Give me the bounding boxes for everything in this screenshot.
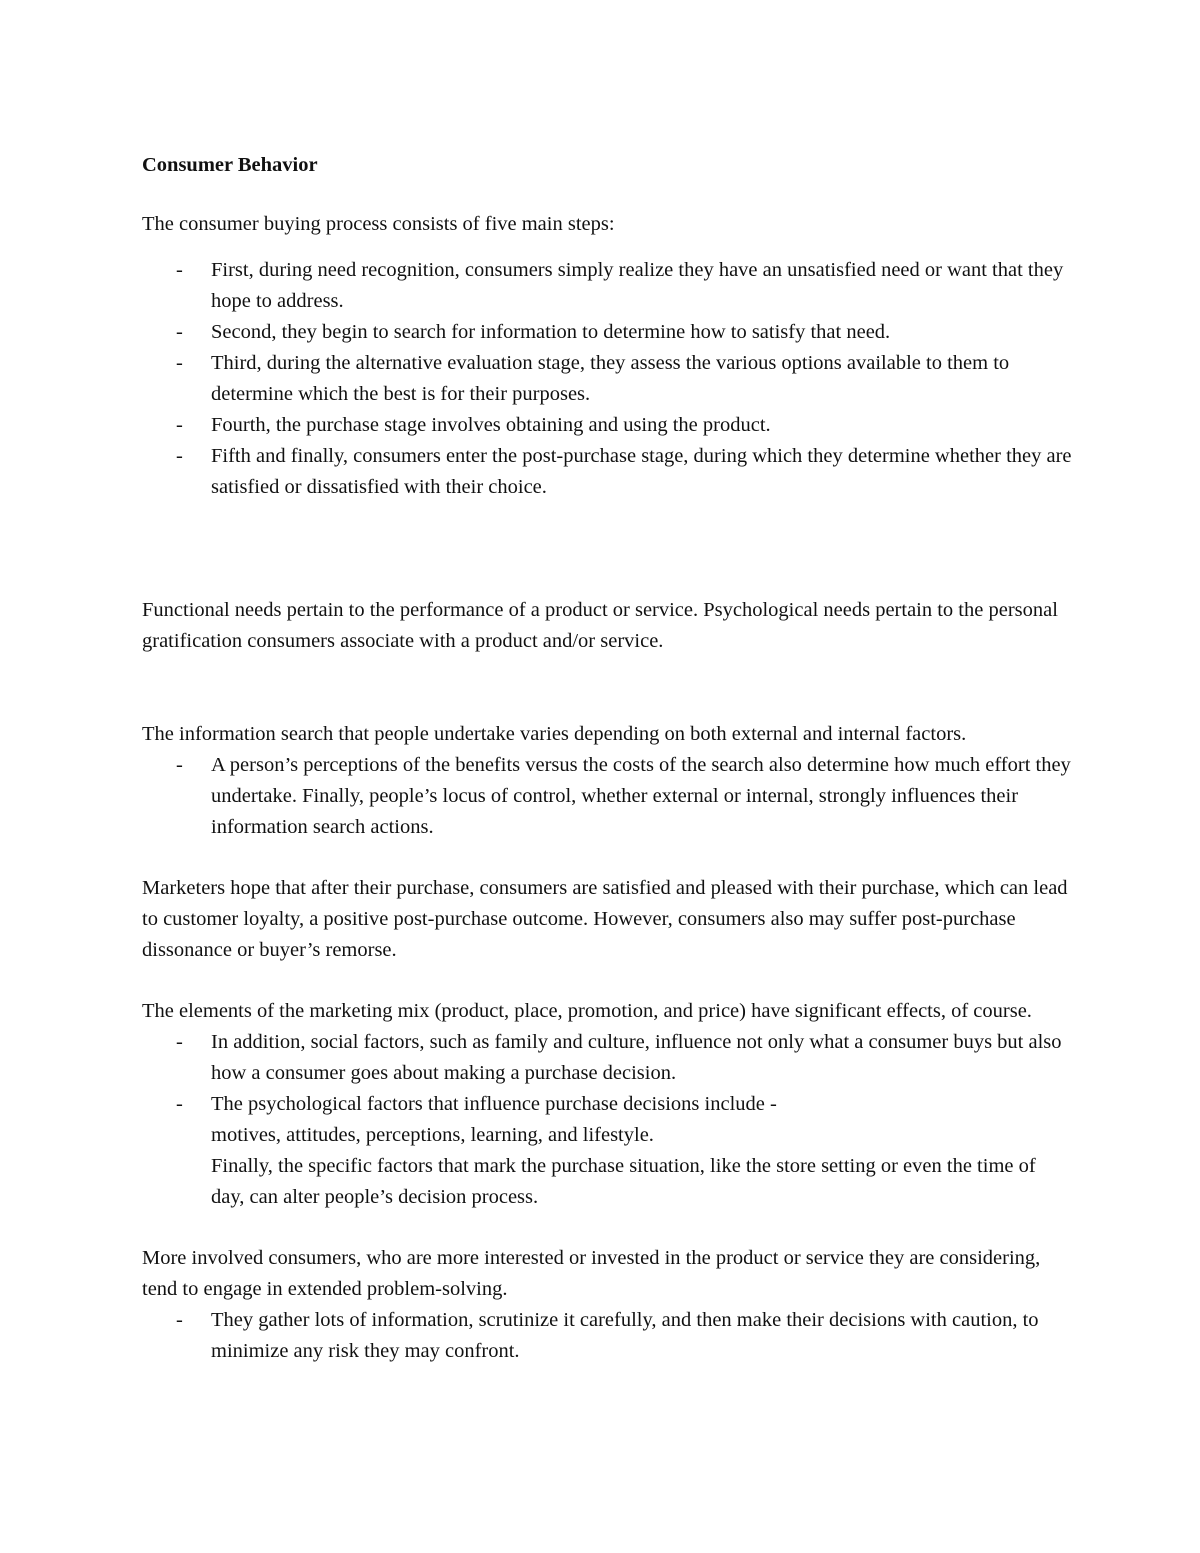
dash-marker: - (176, 1309, 183, 1331)
list-item (142, 348, 1072, 410)
list-item-text: In addition, social factors, such as family and culture, influence not only what a consumer buys but also how a consumer goes about making a purchase decision. (211, 1031, 1062, 1084)
steps-list (142, 255, 1072, 503)
dash-marker: - (176, 445, 183, 467)
list-item-text: Fifth and finally, consumers enter the post-purchase stage, during which they determine whether they are satisfied or dissatisfied with their choice. (211, 445, 1072, 498)
involved-consumers-list (142, 1305, 1072, 1367)
list-item-text: Finally, the specific factors that mark the purchase situation, like the store setting or even the time of day, can alter people’s decision process. (211, 1155, 1036, 1208)
list-item-text: Third, during the alternative evaluation stage, they assess the various options available to them to determine which the best is for their purposes. (211, 352, 1010, 405)
list-item-text: motives, attitudes, perceptions, learning, and lifestyle. (211, 1124, 654, 1146)
list-item-text: They gather lots of information, scrutinize it carefully, and then make their decisions with caution, to minimize any risk they may confront. (211, 1309, 1039, 1362)
spacer (142, 843, 1072, 873)
involved-consumers-paragraph: More involved consumers, who are more interested or invested in the product or service they are considering, tend to engage in extended problem-solving. (142, 1247, 1041, 1300)
spacer (142, 657, 1072, 719)
dash-marker: - (176, 259, 183, 281)
document-page (142, 150, 1072, 1367)
list-item-continuation (142, 1120, 1072, 1151)
spacer (142, 503, 1072, 565)
list-item (142, 317, 1072, 348)
list-item-text: Fourth, the purchase stage involves obtaining and using the product. (211, 414, 771, 436)
list-item-continuation (142, 1151, 1072, 1213)
list-item (142, 255, 1072, 317)
dash-marker: - (176, 1031, 183, 1053)
spacer (142, 565, 1072, 595)
marketing-mix-paragraph: The elements of the marketing mix (product, place, promotion, and price) have significant effects, of course. (142, 1000, 1032, 1022)
needs-paragraph: Functional needs pertain to the performance of a product or service. Psychological needs pertain to the personal gratification consumers associate with a product and/or service. (142, 599, 1058, 652)
search-list (142, 750, 1072, 843)
dash-marker: - (176, 754, 183, 776)
list-item (142, 441, 1072, 503)
spacer (142, 240, 1072, 255)
marketers-paragraph: Marketers hope that after their purchase, consumers are satisfied and pleased with their purchase, which can lead to customer loyalty, a positive post-purchase outcome. However, consumers also may suffer post-purchase dissonance or buyer’s remorse. (142, 877, 1068, 961)
list-item-text: The psychological factors that influence purchase decisions include - (211, 1093, 777, 1115)
list-item (142, 1089, 1072, 1120)
list-item (142, 1305, 1072, 1367)
dash-marker: - (176, 1093, 183, 1115)
intro-paragraph: The consumer buying process consists of five main steps: (142, 213, 615, 235)
spacer (142, 966, 1072, 996)
list-item-text: A person’s perceptions of the benefits versus the costs of the search also determine how much effort they undertake. Finally, people’s locus of control, whether external or internal, strongly influences their information search actions. (211, 754, 1071, 838)
list-item (142, 1027, 1072, 1089)
spacer (142, 1213, 1072, 1243)
dash-marker: - (176, 414, 183, 436)
dash-marker: - (176, 352, 183, 374)
marketing-mix-list (142, 1027, 1072, 1213)
dash-marker: - (176, 321, 183, 343)
list-item-text: Second, they begin to search for information to determine how to satisfy that need. (211, 321, 891, 343)
list-item-text: First, during need recognition, consumers simply realize they have an unsatisfied need or want that they hope to address. (211, 259, 1064, 312)
search-paragraph: The information search that people undertake varies depending on both external and internal factors. (142, 723, 967, 745)
list-item (142, 410, 1072, 441)
document-title: Consumer Behavior (142, 154, 318, 176)
list-item (142, 750, 1072, 843)
